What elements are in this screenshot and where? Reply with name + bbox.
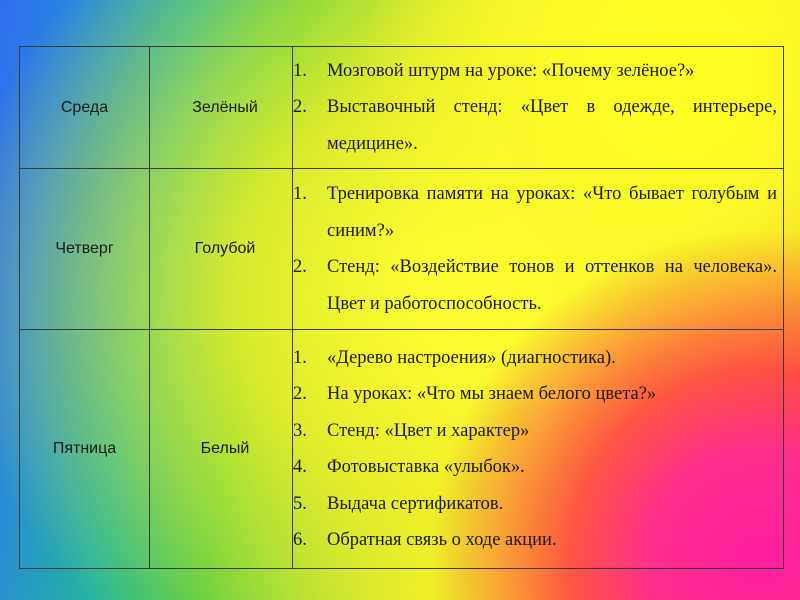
table-row: [20, 330, 784, 569]
list-item: Выставочный стенд: «Цвет в одежде, интерьере, медицине».: [327, 97, 777, 154]
schedule-table: [19, 46, 784, 569]
list-item: Тренировка памяти на уроках: «Что бывает голубым и синим?»: [327, 184, 777, 241]
table-row: [20, 169, 784, 330]
color-cell: Голубой: [150, 169, 293, 330]
list-item: Стенд: «Воздействие тонов и оттенков на человека». Цвет и работоспособность.: [327, 257, 777, 314]
list-item: «Дерево настроения» (диагностика).: [327, 347, 616, 368]
activities-cell: [293, 47, 784, 169]
color-cell: Белый: [150, 330, 293, 569]
day-cell: Пятница: [20, 330, 150, 569]
list-item: На уроках: «Что мы знаем белого цвета?»: [327, 384, 657, 404]
day-cell: Среда: [20, 47, 150, 169]
list-item: Выдача сертификатов.: [327, 493, 504, 514]
activities-cell: [293, 169, 784, 330]
activity-list: [293, 176, 783, 322]
color-cell: Зелёный: [150, 47, 293, 169]
list-item: Мозговой штурм на уроке: «Почему зелёное?»: [327, 60, 695, 81]
activities-cell: [293, 330, 784, 569]
table-row: [20, 47, 784, 169]
activity-list: [293, 53, 783, 163]
list-item: Фотовыставка «улыбок».: [327, 457, 525, 477]
list-item: Обратная связь о ходе акции.: [327, 530, 557, 550]
day-cell: Четверг: [20, 169, 150, 330]
list-item: Стенд: «Цвет и характер»: [327, 420, 530, 441]
activity-list: [293, 340, 783, 559]
